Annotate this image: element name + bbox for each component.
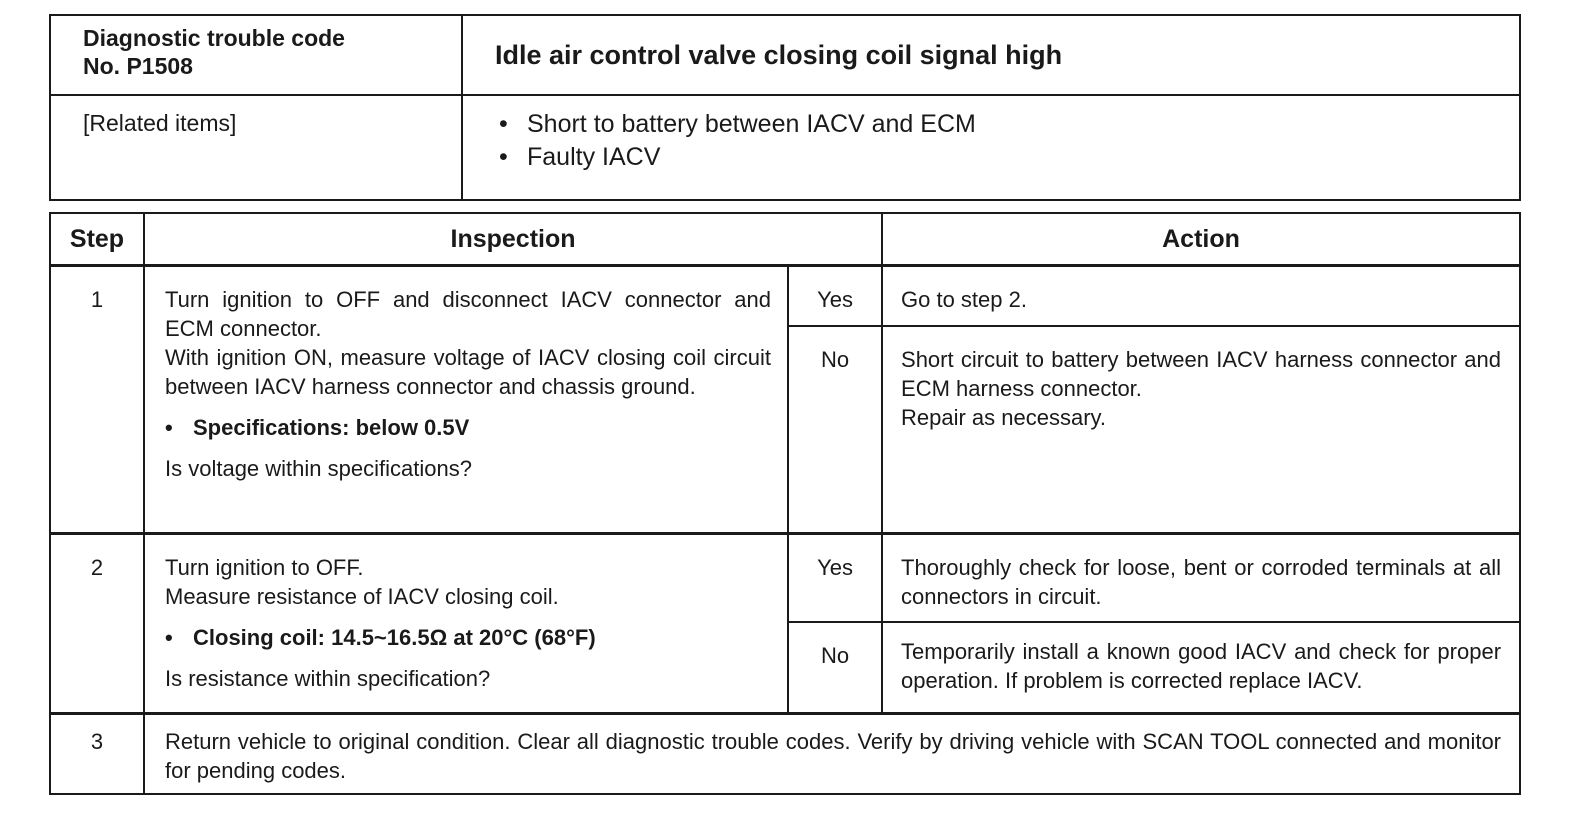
dtc-label: Diagnostic trouble code (83, 25, 345, 51)
diagnostic-steps-table (49, 212, 1521, 795)
dtc-header-row (50, 15, 1520, 95)
column-header-row (50, 213, 1520, 266)
related-item: • Short to battery between IACV and ECM (499, 108, 1519, 141)
action-column-header: Action (882, 213, 1520, 266)
inspection-text: Turn ignition to OFF. (165, 555, 364, 580)
dtc-number: No. P1508 (83, 53, 193, 79)
step-number: 2 (50, 534, 144, 714)
bullet-icon: • (499, 110, 508, 138)
inspection-question: Is resistance within specification? (165, 666, 491, 691)
no-label: No (788, 326, 882, 534)
related-items-row (50, 95, 1520, 200)
inspection-question: Is voltage within specifications? (165, 456, 472, 481)
step-2-yes-row (50, 534, 1520, 622)
inspection-text: Measure resistance of IACV closing coil. (165, 584, 559, 609)
step-number: 1 (50, 266, 144, 534)
step-1-inspection (144, 266, 788, 534)
inspection-column-header: Inspection (144, 213, 882, 266)
bullet-icon: • (499, 143, 508, 171)
step-3-row (50, 714, 1520, 794)
step-3-text: Return vehicle to original condition. Clear all diagnostic trouble codes. Verify by driving vehicle with SCAN TOOL connected and monitor for pending codes. (144, 714, 1520, 794)
step-1-yes-row (50, 266, 1520, 326)
step-number: 3 (50, 714, 144, 794)
dtc-title: Idle air control valve closing coil signal high (462, 15, 1520, 95)
related-items-label: [Related items] (50, 95, 462, 200)
inspection-text: Turn ignition to OFF and disconnect IACV connector and ECM connector. (165, 287, 771, 341)
no-action: Temporarily install a known good IACV and check for proper operation. If problem is corrected replace IACV. (882, 622, 1520, 714)
yes-label: Yes (788, 266, 882, 326)
dtc-header-table (49, 14, 1521, 201)
specification: • Closing coil: 14.5~16.5Ω at 20°C (68°F) (165, 625, 596, 650)
related-item: • Faulty IACV (499, 141, 1519, 174)
yes-action: Go to step 2. (882, 266, 1520, 326)
step-column-header: Step (50, 213, 144, 266)
yes-label: Yes (788, 534, 882, 622)
dtc-code-cell (50, 15, 462, 95)
related-items-list (462, 95, 1520, 200)
inspection-text: With ignition ON, measure voltage of IACV closing coil circuit between IACV harness connector and chassis ground. (165, 345, 771, 399)
bullet-icon: • (165, 415, 173, 440)
step-2-inspection (144, 534, 788, 714)
specification: • Specifications: below 0.5V (165, 415, 470, 440)
bullet-icon: • (165, 625, 173, 650)
no-label: No (788, 622, 882, 714)
yes-action: Thoroughly check for loose, bent or corroded terminals at all connectors in circuit. (882, 534, 1520, 622)
no-action: Short circuit to battery between IACV harness connector and ECM harness connector. Repair as necessary. (882, 326, 1520, 534)
